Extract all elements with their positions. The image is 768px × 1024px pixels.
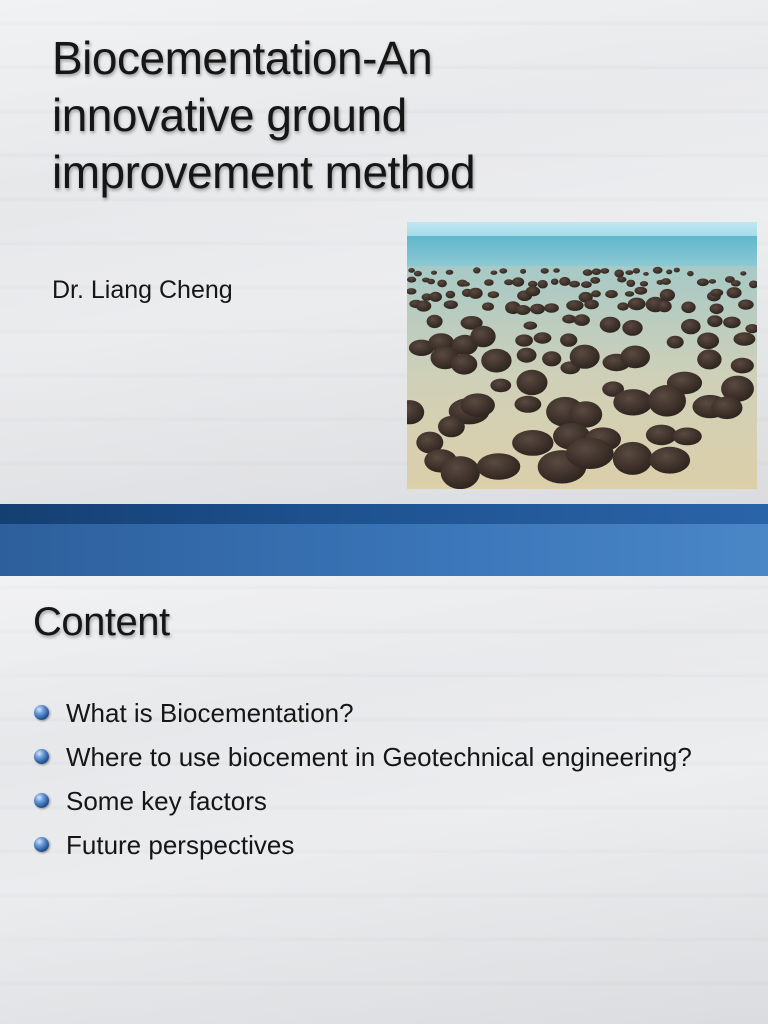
stromatolite-rock [416,300,431,311]
stromatolite-rock [574,314,590,326]
stromatolite-rock [441,456,480,489]
stromatolite-rock [605,290,618,298]
stromatolite-rock [584,300,599,310]
stromatolite-rock [625,270,633,275]
stromatolite-rock [617,302,628,310]
stromatolite-rock [707,315,722,327]
stromatolite-rock [517,348,537,363]
stromatolite-rock [666,270,672,275]
stromatolite-rock [622,320,642,336]
divider-band-light [0,524,768,576]
stromatolite-rock [429,292,442,302]
bullet-item [34,738,734,776]
stromatolite-rock [484,279,494,286]
stromatolite-rock [488,291,499,298]
stromatolite-rock [600,317,621,333]
stromatolite-rock [731,358,754,374]
stromatolite-rock [633,268,640,274]
bullet-text: Where to use biocement in Geotechnical engineering? [66,742,692,772]
stromatolite-rock [581,281,592,288]
stromatolite-rock [566,438,614,469]
stromatolite-rock [407,277,416,283]
bullet-text: Some key factors [66,786,267,816]
stromatolite-rock [697,333,719,350]
stromatolite-rock [591,290,601,297]
stromatolite-rock [553,268,560,273]
stromatolite-rock [697,349,721,369]
stromatolite-rock [414,271,422,277]
stromatolite-rock [481,349,511,373]
stromatolite-rock [438,416,465,437]
stromatolite-rock [520,269,526,274]
stromatolite-rock [614,270,624,278]
bullet-item [34,826,734,864]
stromatolite-rock [477,453,520,480]
stromatolite-rock [408,268,415,273]
stromatolite-rock [626,280,635,287]
stromatolite-rock [559,277,570,286]
stromatolite-rock [640,281,648,287]
stromatolite-rock [534,332,552,343]
stromatolite-rock [661,278,671,285]
stromatolite-rock [551,279,559,285]
stromatolite-rock [592,268,601,275]
stromatolite-rock [734,332,756,345]
stromatolite-rock [570,345,600,369]
stromatolite-rock [515,396,542,413]
content-bullet-list [34,694,734,870]
blue-sphere-bullet-icon [34,837,49,852]
stromatolite-rock [482,302,494,310]
stromatolite-rock [740,271,746,275]
bullet-item [34,694,734,732]
stromatolite-rock [490,379,511,393]
stromatolite-rock [462,282,470,287]
stromatolite-rock [515,334,533,346]
stromatolite-rock [469,288,483,299]
stromatolite-rock [461,393,495,417]
stromatolite-rock [673,428,702,446]
author-name: Dr. Liang Cheng [52,276,233,304]
stromatolite-rock [681,302,695,314]
stromatolite-rock [524,322,538,330]
stromatolite-rock [634,287,647,295]
slide-content [0,576,768,1024]
stromatolite-rock [617,277,626,283]
bullet-item [34,782,734,820]
stromatolite-rock [625,291,634,297]
stromatolite-rock [504,279,513,285]
content-heading: Content [33,600,170,644]
stromatolite-rock [657,300,671,312]
stromatolite-rock [427,315,443,328]
stromatolite-rock [569,281,580,288]
slide-divider-band [0,504,768,576]
stromatolite-rock [427,279,435,285]
stromatolite-rock [499,268,507,273]
stromatolite-rock [697,279,709,287]
stromatolite-rock [613,442,653,475]
stromatolite-rock [473,267,480,273]
stromatolite-rock [566,300,583,311]
stromatolite-rock [515,305,530,315]
bullet-text: Future perspectives [66,830,295,860]
stromatolite-rock [530,304,545,315]
blue-sphere-bullet-icon [34,705,49,720]
stromatolite-rock [613,389,652,415]
divider-band-dark [0,504,768,524]
slide-title [0,0,768,504]
stromatolite-rock [451,354,477,375]
stromatolite-rock [643,272,649,276]
slide-title-heading: Biocementation-An innovative ground improvement method [52,32,476,198]
stromatolite-rock [620,346,650,369]
stromatolite-rock [646,425,677,446]
stromatolite-rock [727,287,742,298]
stromatolite-rock [600,268,609,274]
stromatolite-rock [437,280,447,288]
stromatolite-rock [512,277,524,286]
stromatolite-rock [541,268,549,274]
stromatolite-rock [710,304,724,315]
stromatolite-rock [681,319,701,334]
stromatolite-rock [648,385,686,417]
stromatolite-rock [431,271,437,275]
stromatolite-rock [709,279,716,284]
bullet-text: What is Biocementation? [66,698,354,728]
stromatolite-rock [650,447,691,474]
stromatolite-rock [517,370,548,395]
stromatolite-rock [711,397,742,420]
stromatolite-rock [538,280,548,289]
stromatolite-rock [560,333,577,346]
stromatolite-rock [444,300,458,309]
stromatolite-rock [512,430,553,456]
stromatolite-rock [583,269,593,276]
stromatolite-rock [491,271,498,275]
stromatolite-rock [446,291,456,299]
stromatolite-rock [653,267,663,274]
stromatolite-rock [723,317,741,329]
stromatolite-rock [687,271,694,276]
stromatolite-rock [710,289,723,297]
blue-sphere-bullet-icon [34,749,49,764]
stromatolites-photo [407,222,757,489]
stromatolite-rock [446,270,454,275]
stromatolite-rock [738,300,754,310]
stromatolite-rock [470,326,495,348]
stromatolite-rock [731,280,741,286]
stromatolite-rock [667,336,684,349]
stromatolite-rock [526,286,541,296]
blue-sphere-bullet-icon [34,793,49,808]
stromatolite-rock [628,298,646,311]
stromatolite-rock [542,351,561,366]
stromatolite-rock [590,277,600,284]
stromatolite-rock [544,303,559,313]
stromatolite-rock [674,268,680,273]
